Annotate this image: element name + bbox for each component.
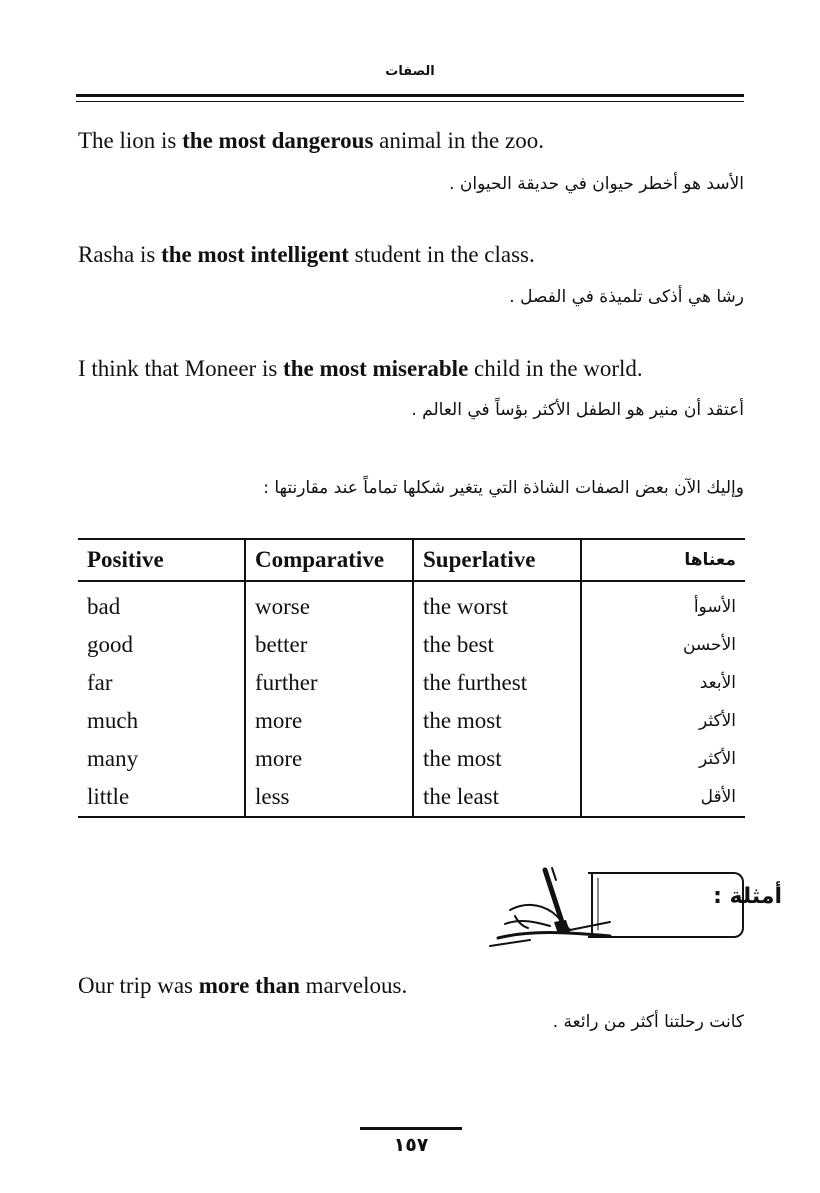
table-cell: the most xyxy=(413,702,581,740)
sentence-highlight: the most miserable xyxy=(283,356,469,381)
example-sentence-ar: أعتقد أن منير هو الطفل الأكثر بؤساً في العالم . xyxy=(411,400,744,420)
table-cell: bad xyxy=(78,581,245,626)
sentence-text: I think that Moneer is xyxy=(78,356,284,381)
sentence-highlight: more than xyxy=(198,973,300,998)
page-number: ١٥٧ xyxy=(393,1134,429,1156)
table-cell: the least xyxy=(413,778,581,817)
sentence-highlight: the most intelligent xyxy=(161,242,349,267)
sentence-text: student in the class. xyxy=(348,242,535,267)
chapter-title: الصفات xyxy=(385,64,435,79)
table-cell: little xyxy=(78,778,245,817)
table-row xyxy=(78,664,745,702)
table-cell: the best xyxy=(413,626,581,664)
irregular-intro: وإليك الآن بعض الصفات الشاذة التي يتغير شكلها تماماً عند مقارنتها : xyxy=(263,478,744,498)
table-cell: far xyxy=(78,664,245,702)
sentence-text: Rasha is xyxy=(78,242,162,267)
table-cell: الأكثر xyxy=(698,711,736,731)
table-cell: more xyxy=(245,702,413,740)
irregular-adjectives-table xyxy=(78,538,745,818)
table-cell: much xyxy=(78,702,245,740)
table-cell: الأسوأ xyxy=(693,597,736,617)
table-cell: good xyxy=(78,626,245,664)
table-row xyxy=(78,626,745,664)
table-cell: الأكثر xyxy=(698,749,736,769)
header-divider xyxy=(76,94,744,102)
example-sentence-en xyxy=(78,973,407,999)
examples-heading: أمثلة : xyxy=(713,884,782,909)
example-sentence-en xyxy=(78,242,535,268)
example-sentence-en xyxy=(78,128,544,154)
example-sentence-ar: الأسد هو أخطر حيوان في حديقة الحيوان . xyxy=(449,174,744,194)
sentence-text: animal in the zoo. xyxy=(373,128,544,153)
footer-divider xyxy=(360,1127,462,1130)
sentence-text: child in the world. xyxy=(468,356,643,381)
table-row xyxy=(78,581,745,626)
example-sentence-ar: كانت رحلتنا أكثر من رائعة . xyxy=(552,1012,744,1032)
table-cell: many xyxy=(78,740,245,778)
table-cell: the worst xyxy=(413,581,581,626)
column-header: Comparative xyxy=(245,539,413,581)
column-header: معناها xyxy=(581,539,745,581)
table-cell: worse xyxy=(245,581,413,626)
table-header-row xyxy=(78,539,745,581)
sentence-text: Our trip was xyxy=(78,973,199,998)
table-cell: more xyxy=(245,740,413,778)
table-cell: better xyxy=(245,626,413,664)
table-cell: less xyxy=(245,778,413,817)
table-row xyxy=(78,702,745,740)
table-cell: الأقل xyxy=(581,778,745,817)
table-cell: further xyxy=(245,664,413,702)
table-cell: the most xyxy=(413,740,581,778)
table-row xyxy=(78,778,745,817)
table-cell: الأحسن xyxy=(682,635,736,655)
sentence-text: The lion is xyxy=(78,128,183,153)
sentence-highlight: the most dangerous xyxy=(182,128,374,153)
column-header: Positive xyxy=(78,539,245,581)
example-sentence-en xyxy=(78,356,643,382)
example-sentence-ar: رشا هي أذكى تلميذة في الفصل . xyxy=(509,287,744,307)
table-row xyxy=(78,740,745,778)
table-cell: الأبعد xyxy=(699,673,736,693)
table-cell: the furthest xyxy=(413,664,581,702)
column-header: Superlative xyxy=(413,539,581,581)
sentence-text: marvelous. xyxy=(299,973,408,998)
